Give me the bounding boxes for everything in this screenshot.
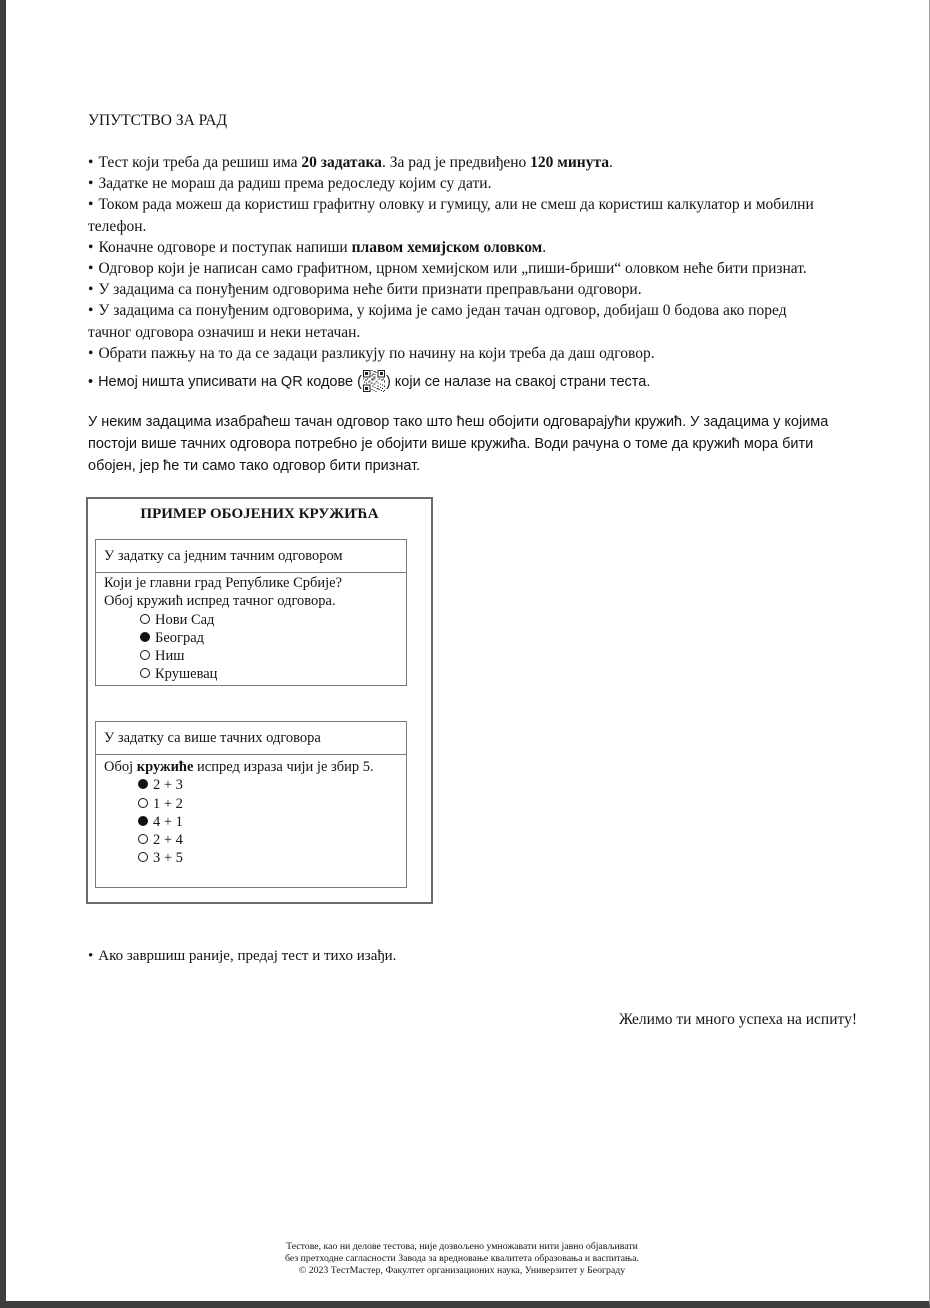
footer-line: Тестове, као ни делове тестова, није дозвољено умножавати нити јавно објављивати [286,1241,638,1252]
answer-option-label: Крушевац [155,666,218,683]
bullet-mark: • [88,948,94,964]
answer-circle-icon [138,834,148,844]
bullet-text: У задацима са понуђеним одговорима неће бити признати преправљани одговори. [98,281,642,299]
intro-line: У неким задацима изабраћеш тачан одговор тако што ћеш обојити одговарајући кружић. У задацима у којима [88,414,829,430]
footer-line: © 2023 ТестМастер, Факултет организационих наука, Универзитет у Београду [298,1265,626,1276]
bullet-text: Задатке не мораш да радиш према редоследу којим су дати. [98,175,492,193]
bullet-text: тачног одговора означиш и неки нетачан. [88,323,361,341]
bullet-text: Обрати пажњу на то да се задаци разликују по начину на који треба да даш одговор. [98,344,655,362]
answer-option [104,647,406,665]
answer-circle-icon [140,650,150,660]
answer-circle-icon [140,668,150,678]
bullet-text: У задацима са понуђеним одговорима, у којима је само један тачан одговор, добијаш 0 бодова ако поред [98,302,787,320]
answer-circle-icon [140,614,150,624]
answer-option-label: Нови Сад [155,611,215,628]
answer-option [104,611,406,629]
answer-option-label: 2 + 3 [153,777,183,794]
single-answer-body [96,573,406,684]
instruction-bullet-2 [88,173,814,194]
bullet-text: Током рада можеш да користиш графитну оловку и гумицу, али не смеш да користиш калкулатор и мобилни [98,196,814,214]
answer-option-label: 2 + 4 [153,832,183,849]
answer-option [104,849,406,867]
example-title: ПРИМЕР ОБОЈЕНИХ КРУЖИЋА [140,506,379,522]
page-title: УПУТСТВО ЗА РАД [88,112,228,129]
bullet-mark: • [88,175,94,193]
instruction-bullet-5 [88,258,814,279]
answer-option [104,813,406,831]
closing-wish: Желимо ти много успеха на испиту! [618,1011,857,1028]
instruction-bullet-6 [88,279,814,300]
instruction-text: Обој [104,759,137,775]
answer-circle-icon [140,632,150,642]
bullet-mark: • [88,154,94,171]
instruction-bullet-8 [88,343,814,364]
bullet-text: . [542,238,547,256]
intro-line: обојен, јер ће ти само тако одговор бити признат. [88,458,421,474]
answer-option-label: 4 + 1 [153,813,183,830]
bullet-mark: • [88,260,94,278]
answer-option [104,665,406,683]
bullet-text: Коначне одговоре и поступак напиши [98,238,352,256]
example-instruction: Обој кружић испред тачног одговора. [104,593,336,610]
intro-paragraph [88,411,828,477]
intro-line: постоји више тачних одговора потребно је обојити више кружића. Води рачуна о томе да кружић мора бити [88,436,814,452]
bullet-text: Одговор који је написан само графитном, црном хемијском или „пиши-бриши“ оловком неће бити признат. [98,260,807,278]
bullet-mark: • [88,374,94,390]
instruction-bullet-1 [88,152,814,173]
instruction-bullet-4 [88,237,814,258]
bullet-text: . [609,154,613,171]
bullet-text: Тест који треба да решиш има [98,154,302,171]
bullet-text: . За рад је предвиђено [381,154,531,171]
answer-option-label: 1 + 2 [153,795,183,812]
footer-line: без претходне сагласности Завода за вредновање квалитета образовања и васпитања. [285,1253,639,1264]
bullet-mark: • [88,196,94,214]
single-answer-header: У задатку са једним тачним одговором [96,540,406,573]
bold-duration: 120 минута [530,154,610,171]
answer-circle-icon [138,798,148,808]
answer-option [104,776,406,794]
example-box [86,497,433,904]
bullet-mark: • [88,302,94,320]
answer-circle-icon [138,779,148,789]
bullet-mark: • [88,344,94,362]
instruction-bullet-7 [88,300,814,342]
answer-option-label: Београд [155,629,205,646]
answer-option-label: Ниш [155,648,185,665]
answer-circle-icon [138,852,148,862]
multiple-answer-header: У задатку са више тачних одговора [96,722,406,755]
bullet-text: телефон. [88,217,147,235]
answer-option [104,831,406,849]
bold-pen-requirement: плавом хемијском оловком [351,238,543,256]
example-question: Који је главни град Републике Србије? [104,575,343,591]
single-answer-example [95,539,407,686]
copyright-footer [262,1241,662,1277]
bold-task-count: 20 задатака [301,154,382,171]
answer-circle-icon [138,816,148,826]
instruction-text: испред израза чији је збир 5. [193,759,374,775]
qr-code-icon [363,370,385,392]
bullet-text: Ако завршиш раније, предај тест и тихо изађи. [98,948,397,964]
bullet-text: Немој ништа уписивати на QR кодове ( [98,374,362,390]
instruction-bullet-9 [88,370,650,394]
answer-option [104,795,406,813]
bullet-text: ) који се налазе на свакој страни теста. [385,374,651,390]
bullet-mark: • [88,281,94,299]
answer-option [104,629,406,647]
multiple-answer-body [96,755,406,868]
example-instruction [104,758,406,776]
final-instruction [88,946,396,966]
instruction-bold-word: кружиће [136,759,194,775]
multiple-answer-example [95,721,407,888]
instruction-bullet-3 [88,194,814,236]
answer-option-label: 3 + 5 [153,850,183,867]
bullet-mark: • [88,238,94,256]
instruction-list [88,152,814,364]
